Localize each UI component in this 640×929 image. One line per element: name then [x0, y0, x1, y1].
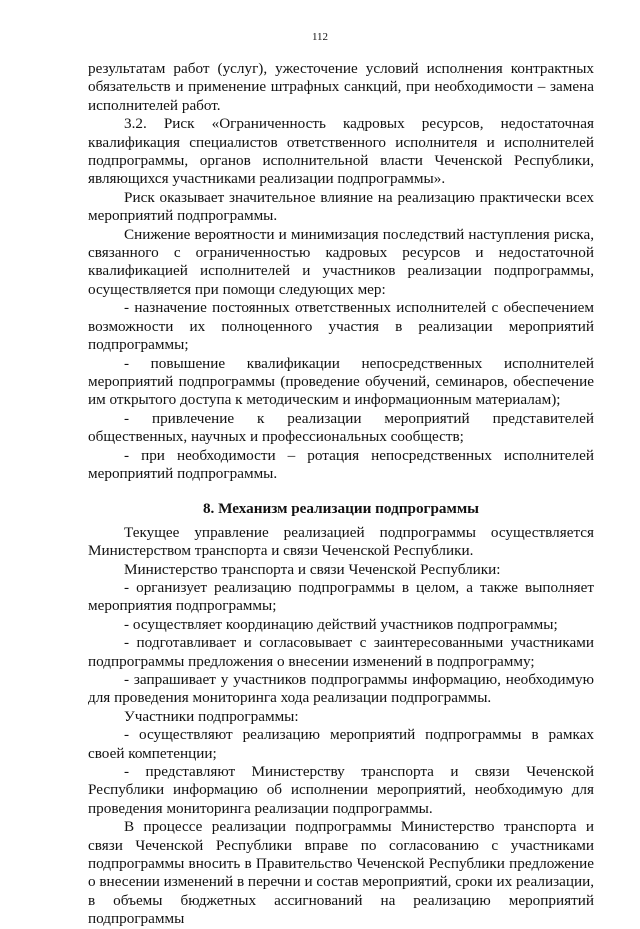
list-item: - организует реализацию подпрограммы в целом, а также выполняет мероприятия подпрограммы;: [88, 578, 594, 615]
paragraph: Текущее управление реализацией подпрограммы осуществляется Министерством транспорта и связи Чеченской Республики.: [88, 523, 594, 560]
page-number: 112: [311, 31, 329, 43]
paragraph: Снижение вероятности и минимизация последствий наступления риска, связанного с ограниченностью кадровых ресурсов и недостаточной квалификацией исполнителей и участников реализации подпрограммы, осуществляется при помощи следующих мер:: [88, 225, 594, 298]
paragraph: результатам работ (услуг), ужесточение условий исполнения контрактных обязательств и применение штрафных санкций, при необходимости – замена исполнителей работ.: [88, 60, 594, 114]
paragraphs-before: [88, 60, 594, 483]
list-item: - представляют Министерству транспорта и связи Чеченской Республики информацию об исполнении мероприятий, необходимую для проведения мониторинга реализации подпрограммы.: [88, 763, 594, 817]
list-item: - запрашивает у участников подпрограммы информацию, необходимую для проведения мониторинга хода реализации подпрограммы.: [88, 671, 594, 707]
paragraph: Участники подпрограммы:: [124, 707, 299, 725]
list-item: - осуществляет координацию действий участников подпрограммы;: [124, 615, 558, 633]
list-item: - привлечение к реализации мероприятий представителей общественных, научных и профессиональных сообществ;: [88, 409, 594, 446]
list-item: - повышение квалификации непосредственных исполнителей мероприятий подпрограммы (проведение обучений, семинаров, обеспечение им открытого доступа к методическим и информационным материалам);: [88, 354, 594, 409]
paragraph: В процессе реализации подпрограммы Министерство транспорта и связи Чеченской Республики вправе по согласованию с участниками подпрограммы вносить в Правительство Чеченской Республики предложение о внесении изменений в перечни и состав мероприятий, сроки их реализации, в объемы бюджетных ассигнований на реализацию мероприятий подпрограммы: [88, 818, 594, 928]
paragraphs-after: [88, 524, 594, 929]
list-item: - подготавливает и согласовывает с заинтересованными участниками подпрограммы предложения о внесении изменений в подпрограмму;: [88, 634, 594, 670]
paragraph: Министерство транспорта и связи Чеченской Республики:: [124, 560, 501, 578]
section-heading: 8. Механизм реализации подпрограммы: [202, 500, 480, 518]
list-item: - осуществляют реализацию мероприятий подпрограммы в рамках своей компетенции;: [88, 726, 594, 762]
list-item: - при необходимости – ротация непосредственных исполнителей мероприятий подпрограммы.: [88, 446, 594, 482]
list-item: - назначение постоянных ответственных исполнителей с обеспечением возможности их полноценного участия в реализации мероприятий подпрограммы;: [88, 299, 594, 354]
document-body: [88, 60, 594, 929]
paragraph: 3.2. Риск «Ограниченность кадровых ресурсов, недостаточная квалификация специалистов ответственного исполнителя и исполнителей подпрограммы, органов исполнительной власти Чеченской Республики, являющихся участниками реализации подпрограммы».: [88, 115, 594, 188]
paragraph: Риск оказывает значительное влияние на реализацию практически всех мероприятий подпрограммы.: [88, 188, 594, 225]
